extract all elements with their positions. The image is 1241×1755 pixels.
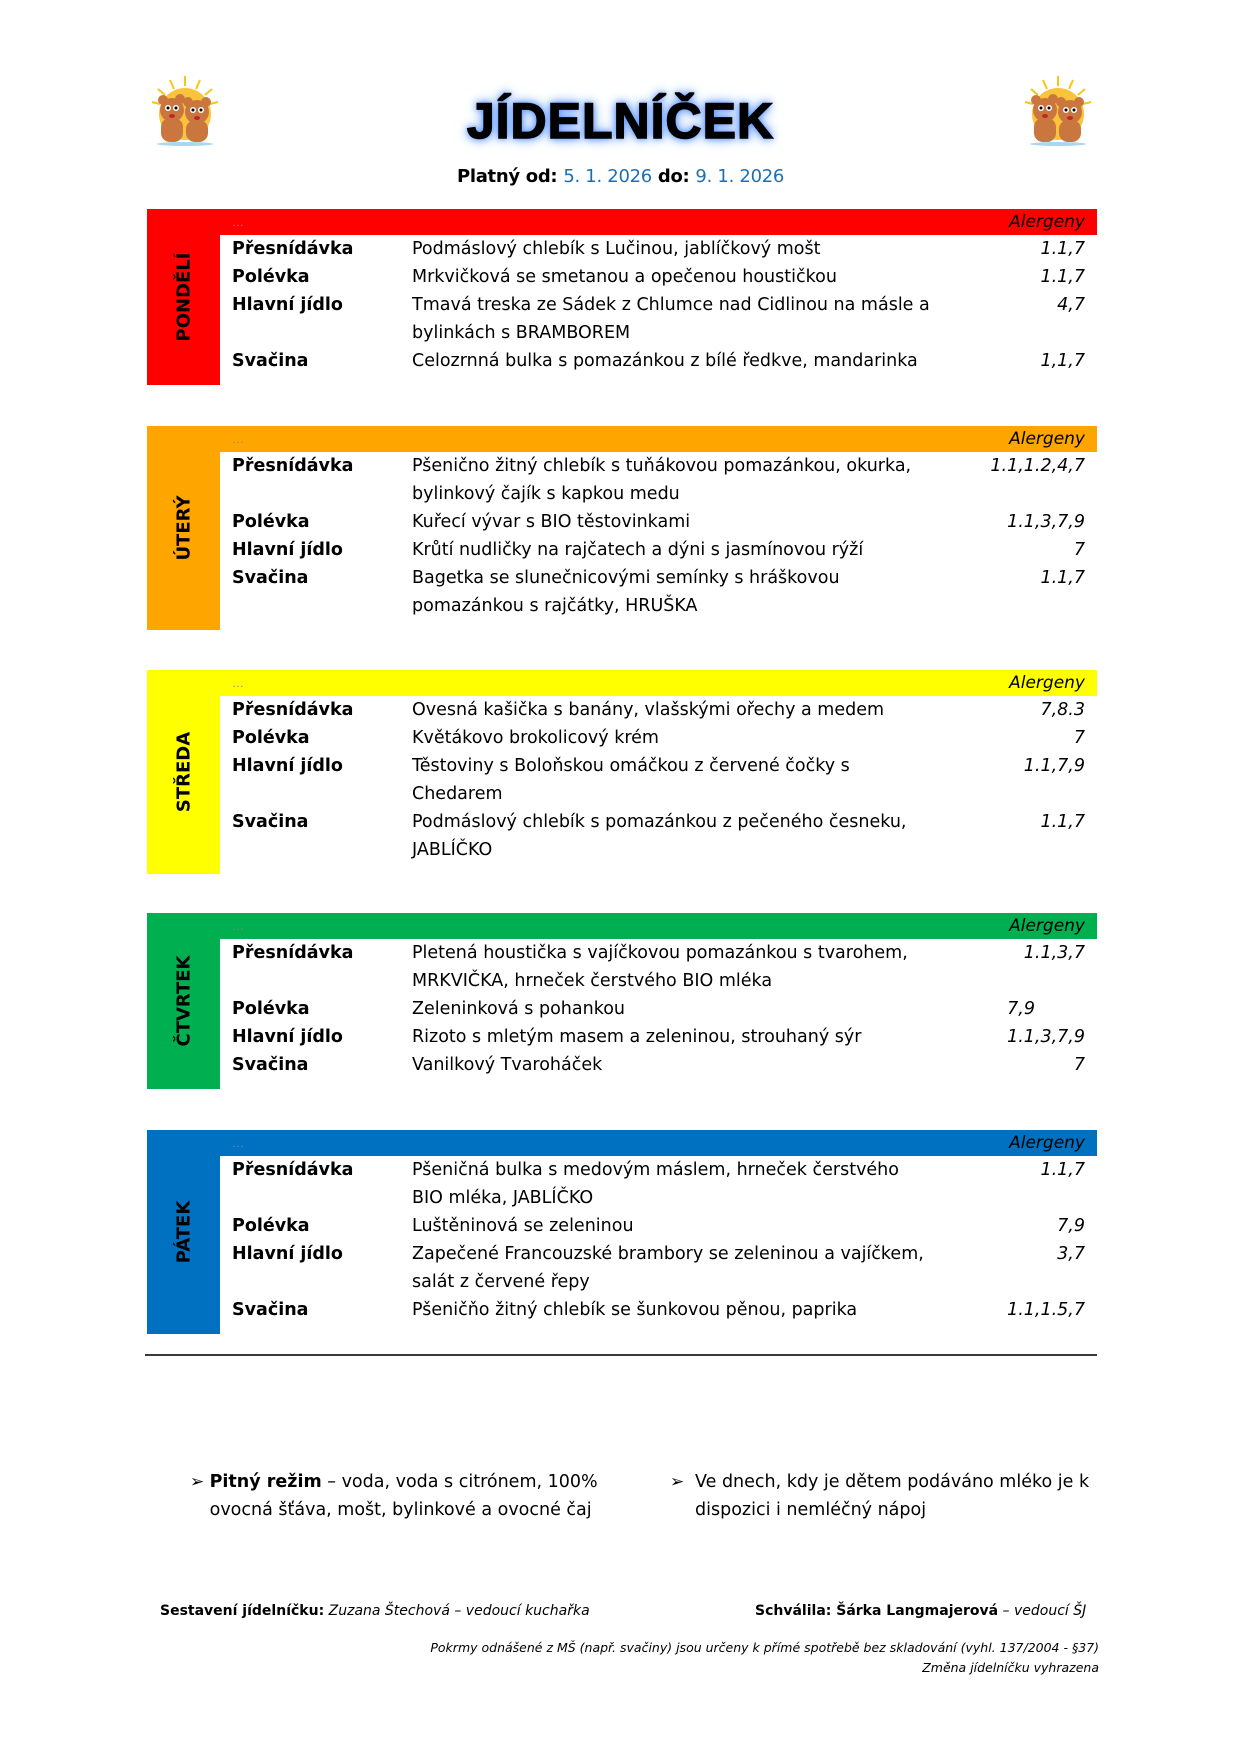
validity-period xyxy=(0,166,1241,187)
meal-description xyxy=(412,291,972,347)
allergens-header: Alergeny xyxy=(1009,1133,1085,1153)
meal-description-line: bylinkách s BRAMBOREM xyxy=(412,323,631,343)
footer-change-note: Změna jídelníčku vyhrazena xyxy=(922,1660,1099,1675)
meal-description-line: pomazánkou s rajčátky, HRUŠKA xyxy=(412,596,698,616)
day-label-bar xyxy=(147,913,220,1089)
meal-list xyxy=(220,939,1097,1079)
allergens-header: Alergeny xyxy=(1009,212,1085,232)
meal-description xyxy=(412,235,972,263)
meal-row xyxy=(220,696,1097,724)
meal-description-line: Zapečené Francouzské brambory se zeleninou a vajíčkem, xyxy=(412,1244,924,1264)
meal-allergens: 7 xyxy=(1073,540,1085,560)
day-block xyxy=(147,209,1097,385)
arrow-bullet-icon: ➢ xyxy=(670,1472,685,1492)
meal-description xyxy=(412,1296,972,1324)
validity-to-label: do: xyxy=(657,166,690,187)
meal-description xyxy=(412,696,972,724)
meal-category: Svačina xyxy=(232,351,309,371)
meal-description-line: Mrkvičková se smetanou a opečenou houstičkou xyxy=(412,267,837,287)
day-block xyxy=(147,426,1097,630)
meal-allergens: 1.1,1.2,4,7 xyxy=(990,456,1085,476)
day-label-bar xyxy=(147,670,220,874)
note-milk xyxy=(670,1468,1110,1524)
meal-allergens: 1.1,7 xyxy=(1040,1160,1085,1180)
meal-category: Přesnídávka xyxy=(232,239,354,259)
approved-role: – vedoucí ŠJ xyxy=(998,1603,1087,1619)
day-label-bar xyxy=(147,209,220,385)
header-placeholder: … xyxy=(232,432,244,446)
meal-allergens: 7 xyxy=(1073,1055,1085,1075)
meal-description-line: Podmáslový chlebík s pomazánkou z pečeného česneku, xyxy=(412,812,907,832)
validity-from-date: 5. 1. 2026 xyxy=(563,166,652,187)
meal-row xyxy=(220,1051,1097,1079)
meal-description xyxy=(412,752,972,808)
day-label-bar xyxy=(147,1130,220,1334)
meal-row xyxy=(220,1212,1097,1240)
composed-name: Zuzana Štechová – vedoucí kuchařka xyxy=(328,1603,590,1619)
meal-allergens: 1.1,1.5,7 xyxy=(1007,1300,1085,1320)
meal-description-line: Bagetka se slunečnicovými semínky s hráškovou xyxy=(412,568,840,588)
day-block xyxy=(147,913,1097,1089)
meal-row xyxy=(220,939,1097,995)
meal-allergens: 7,9 xyxy=(1007,999,1035,1019)
meal-allergens: 1.1,7,9 xyxy=(1023,756,1085,776)
meal-category: Hlavní jídlo xyxy=(232,540,343,560)
meal-description xyxy=(412,347,972,375)
approved-label: Schválila: Šárka Langmajerová xyxy=(755,1603,999,1619)
meal-list xyxy=(220,1156,1097,1324)
meal-list xyxy=(220,696,1097,864)
meal-category: Polévka xyxy=(232,999,310,1019)
day-header xyxy=(220,913,1097,939)
meal-description-line: Pšeničná bulka s medovým máslem, hrneček čerstvého xyxy=(412,1160,899,1180)
meal-description xyxy=(412,452,972,508)
page-title: JÍDELNÍČEK xyxy=(466,93,775,149)
meal-row xyxy=(220,1156,1097,1212)
validity-to-date: 9. 1. 2026 xyxy=(695,166,785,187)
meal-description xyxy=(412,939,972,995)
header-placeholder: … xyxy=(232,676,244,690)
meal-description xyxy=(412,995,972,1023)
meal-row xyxy=(220,347,1097,375)
meal-description-line: Luštěninová se zeleninou xyxy=(412,1216,634,1236)
meal-row xyxy=(220,536,1097,564)
composed-by xyxy=(160,1603,590,1619)
composed-label: Sestavení jídelníčku: xyxy=(160,1603,325,1619)
meal-row xyxy=(220,1240,1097,1296)
meal-category: Svačina xyxy=(232,568,309,588)
meal-description xyxy=(412,1212,972,1240)
meal-row xyxy=(220,452,1097,508)
meal-allergens: 1.1,7 xyxy=(1040,239,1085,259)
meal-row xyxy=(220,724,1097,752)
meal-description xyxy=(412,263,972,291)
meal-description-line: Pšeničňo žitný chlebík se šunkovou pěnou, paprika xyxy=(412,1300,858,1320)
meal-category: Svačina xyxy=(232,1300,309,1320)
header-placeholder: … xyxy=(232,919,244,933)
meal-description-line: Pletená houstička s vajíčkovou pomazánkou s tvarohem, xyxy=(412,943,908,963)
footer-storage-note: Pokrmy odnášené z MŠ (např. svačiny) jsou určeny k přímé spotřebě bez skladování (vyhl. 137/2004 - §37) xyxy=(430,1640,1099,1655)
meal-description xyxy=(412,1051,972,1079)
meal-description-line: Podmáslový chlebík s Lučinou, jablíčkový mošt xyxy=(412,239,821,259)
meal-description-line: salát z červené řepy xyxy=(412,1272,590,1292)
day-name: ČTVRTEK xyxy=(173,955,194,1047)
day-label-bar xyxy=(147,426,220,630)
meal-category: Polévka xyxy=(232,512,310,532)
meal-category: Svačina xyxy=(232,1055,309,1075)
meal-allergens: 1.1,3,7,9 xyxy=(1007,1027,1085,1047)
meal-list xyxy=(220,235,1097,375)
meal-description-line: Chedarem xyxy=(412,784,503,804)
drinks-label: Pitný režim xyxy=(209,1472,322,1492)
note-drinks xyxy=(190,1468,610,1524)
meal-description-line: Květákovo brokolicový krém xyxy=(412,728,659,748)
meal-allergens: 1,1,7 xyxy=(1040,351,1085,371)
meal-allergens: 1.1,3,7 xyxy=(1023,943,1085,963)
meal-row xyxy=(220,564,1097,620)
meal-description xyxy=(412,564,972,620)
meal-row xyxy=(220,995,1097,1023)
day-header xyxy=(220,426,1097,452)
meal-description xyxy=(412,508,972,536)
meal-category: Polévka xyxy=(232,1216,310,1236)
arrow-bullet-icon: ➢ xyxy=(190,1472,205,1492)
meal-category: Polévka xyxy=(232,267,310,287)
day-name: ÚTERÝ xyxy=(173,495,194,561)
meal-row xyxy=(220,1296,1097,1324)
meal-description-line: Rizoto s mletým masem a zeleninou, strouhaný sýr xyxy=(412,1027,862,1047)
meal-row xyxy=(220,263,1097,291)
day-name: STŘEDA xyxy=(173,731,194,813)
meal-row xyxy=(220,235,1097,263)
day-header xyxy=(220,1130,1097,1156)
meal-row xyxy=(220,508,1097,536)
meal-description xyxy=(412,1023,972,1051)
meal-category: Hlavní jídlo xyxy=(232,1027,343,1047)
meal-description-line: Zeleninková s pohankou xyxy=(412,999,625,1019)
meal-description-line: Ovesná kašička s banány, vlašskými ořechy a medem xyxy=(412,700,885,720)
meal-description xyxy=(412,536,972,564)
meal-description-line: Celozrnná bulka s pomazánkou z bílé ředkve, mandarinka xyxy=(412,351,918,371)
meal-description-line: bylinkový čajík s kapkou medu xyxy=(412,484,680,504)
day-header xyxy=(220,670,1097,696)
meal-description-line: JABLÍČKO xyxy=(412,840,493,860)
allergens-header: Alergeny xyxy=(1009,429,1085,449)
meal-description xyxy=(412,724,972,752)
header-placeholder: … xyxy=(232,1136,244,1150)
meal-description-line: Pšenično žitný chlebík s tuňákovou pomazánkou, okurka, xyxy=(412,456,912,476)
day-block xyxy=(147,1130,1097,1334)
meal-description xyxy=(412,808,972,864)
meal-row xyxy=(220,291,1097,347)
day-block xyxy=(147,670,1097,874)
meal-allergens: 1.1,7 xyxy=(1040,568,1085,588)
meal-category: Přesnídávka xyxy=(232,943,354,963)
meal-category: Hlavní jídlo xyxy=(232,1244,343,1264)
meal-description-line: BIO mléka, JABLÍČKO xyxy=(412,1188,594,1208)
meal-category: Hlavní jídlo xyxy=(232,756,343,776)
allergens-header: Alergeny xyxy=(1009,673,1085,693)
meal-description-line: Tmavá treska ze Sádek z Chlumce nad Cidlinou na másle a xyxy=(412,295,930,315)
meal-row xyxy=(220,752,1097,808)
milk-text: Ve dnech, kdy je dětem podáváno mléko je k dispozici i nemléčný nápoj xyxy=(695,1472,1090,1520)
meal-description-line: MRKVIČKA, hrneček čerstvého BIO mléka xyxy=(412,971,773,991)
meal-allergens: 1.1,3,7,9 xyxy=(1007,512,1085,532)
allergens-header: Alergeny xyxy=(1009,916,1085,936)
meal-allergens: 7 xyxy=(1073,728,1085,748)
meal-allergens: 7,8.3 xyxy=(1040,700,1085,720)
header-placeholder: … xyxy=(232,215,244,229)
meal-description xyxy=(412,1156,972,1212)
meal-row xyxy=(220,808,1097,864)
meal-description-line: Kuřecí vývar s BIO těstovinkami xyxy=(412,512,691,532)
meal-allergens: 1.1,7 xyxy=(1040,812,1085,832)
meal-category: Přesnídávka xyxy=(232,1160,354,1180)
meal-description xyxy=(412,1240,972,1296)
meal-allergens: 1.1,7 xyxy=(1040,267,1085,287)
meal-category: Svačina xyxy=(232,812,309,832)
day-name: PÁTEK xyxy=(173,1200,194,1264)
meal-description-line: Těstoviny s Boloňskou omáčkou z červené čočky s xyxy=(412,756,850,776)
meal-allergens: 4,7 xyxy=(1057,295,1085,315)
meal-category: Polévka xyxy=(232,728,310,748)
meal-category: Přesnídávka xyxy=(232,700,354,720)
meal-row xyxy=(220,1023,1097,1051)
day-name: PONDĚLÍ xyxy=(173,252,194,342)
meal-allergens: 3,7 xyxy=(1057,1244,1085,1264)
validity-from-label: Platný od: xyxy=(456,166,558,187)
meal-description-line: Vanilkový Tvaroháček xyxy=(412,1055,603,1075)
meal-description-line: Krůtí nudličky na rajčatech a dýni s jasmínovou rýží xyxy=(412,540,864,560)
day-header xyxy=(220,209,1097,235)
meal-allergens: 7,9 xyxy=(1057,1216,1085,1236)
meal-list xyxy=(220,452,1097,620)
approved-by xyxy=(755,1603,1086,1619)
divider xyxy=(145,1354,1097,1356)
meal-category: Hlavní jídlo xyxy=(232,295,343,315)
meal-category: Přesnídávka xyxy=(232,456,354,476)
drinks-text: – voda, voda s citrónem, 100% ovocná šťáva, mošt, bylinkové a ovocné čaj xyxy=(209,1472,598,1520)
